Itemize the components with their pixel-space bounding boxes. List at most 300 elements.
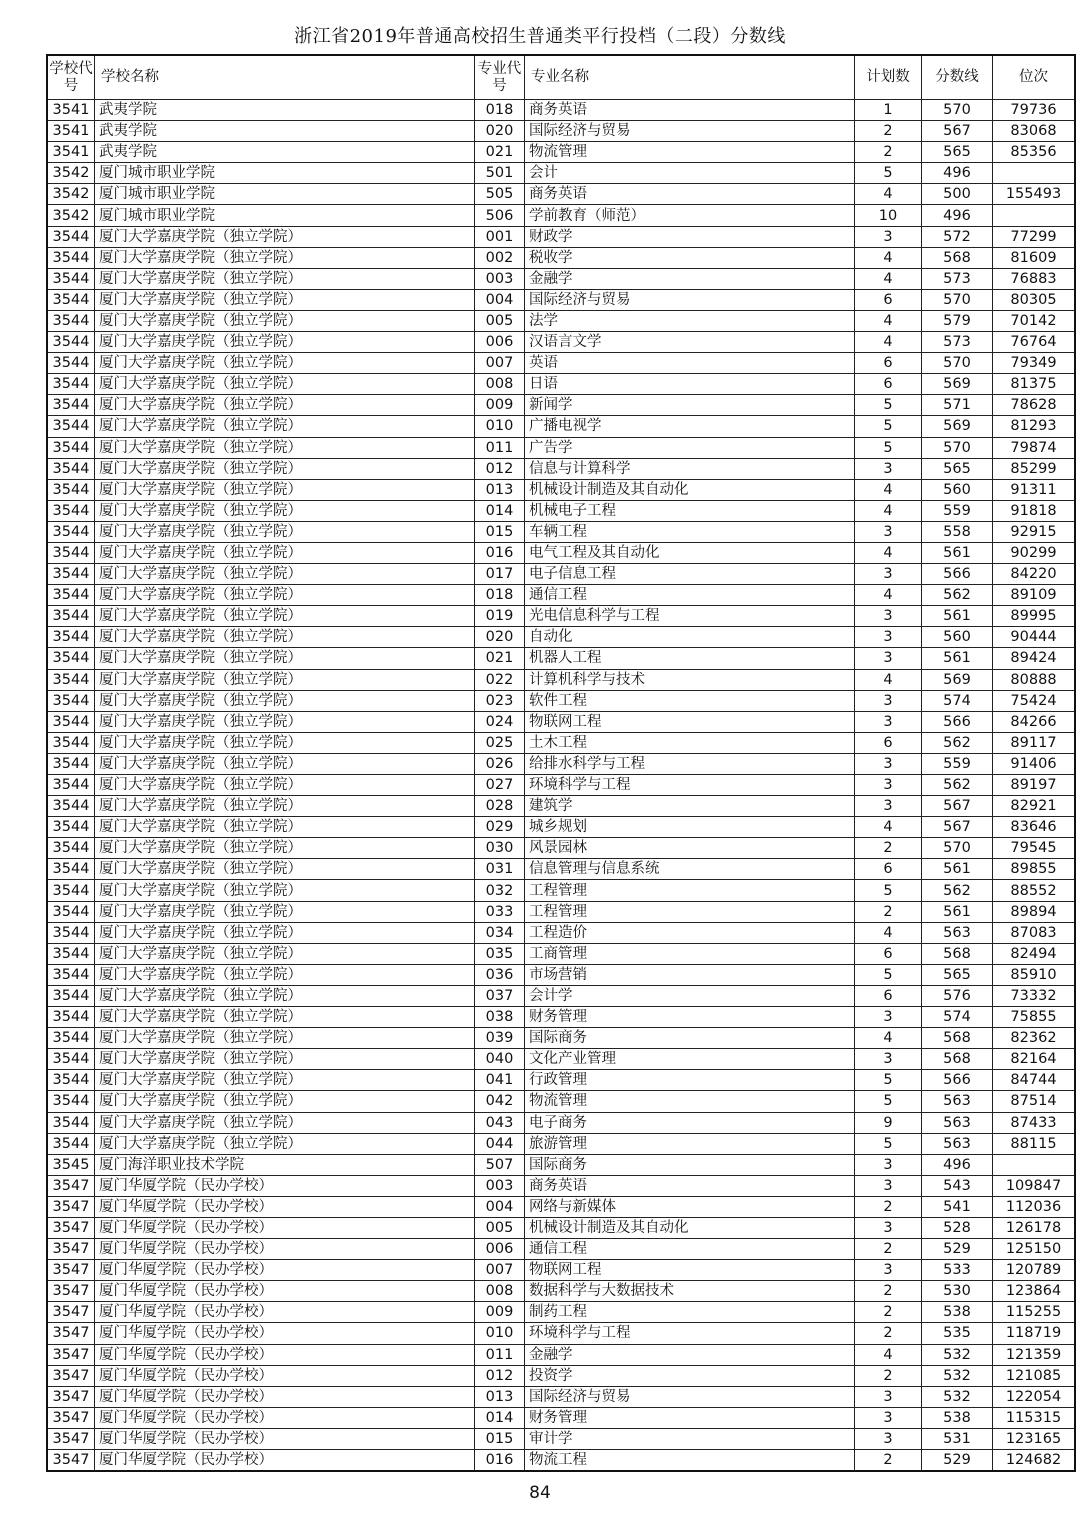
cell-major-code: 036 bbox=[475, 964, 525, 985]
table-row bbox=[47, 247, 1075, 268]
cell-rank: 88552 bbox=[993, 880, 1076, 901]
cell-score: 573 bbox=[922, 268, 993, 289]
cell-rank: 90299 bbox=[993, 542, 1076, 563]
cell-major-name: 制药工程 bbox=[525, 1302, 855, 1323]
cell-plan: 3 bbox=[855, 1407, 922, 1428]
table-row bbox=[47, 1007, 1075, 1028]
cell-score: 561 bbox=[922, 606, 993, 627]
cell-major-code: 033 bbox=[475, 901, 525, 922]
cell-school-code: 3542 bbox=[47, 205, 95, 226]
cell-major-name: 工程管理 bbox=[525, 901, 855, 922]
cell-school-code: 3544 bbox=[47, 395, 95, 416]
cell-score: 570 bbox=[922, 289, 993, 310]
cell-major-code: 007 bbox=[475, 353, 525, 374]
cell-rank: 123165 bbox=[993, 1428, 1076, 1449]
cell-plan: 4 bbox=[855, 922, 922, 943]
cell-rank: 123864 bbox=[993, 1281, 1076, 1302]
cell-school-name: 厦门大学嘉庚学院（独立学院） bbox=[95, 500, 475, 521]
table-row bbox=[47, 1344, 1075, 1365]
cell-rank bbox=[993, 1154, 1076, 1175]
cell-plan: 5 bbox=[855, 416, 922, 437]
cell-major-code: 005 bbox=[475, 1217, 525, 1238]
cell-major-name: 物流管理 bbox=[525, 142, 855, 163]
table-row bbox=[47, 1260, 1075, 1281]
cell-score: 566 bbox=[922, 1070, 993, 1091]
cell-rank: 89424 bbox=[993, 648, 1076, 669]
cell-score: 569 bbox=[922, 669, 993, 690]
cell-rank: 79545 bbox=[993, 838, 1076, 859]
cell-major-name: 税收学 bbox=[525, 247, 855, 268]
cell-school-code: 3544 bbox=[47, 310, 95, 331]
cell-score: 566 bbox=[922, 564, 993, 585]
cell-school-code: 3544 bbox=[47, 374, 95, 395]
cell-major-code: 006 bbox=[475, 1239, 525, 1260]
cell-score: 543 bbox=[922, 1175, 993, 1196]
cell-rank: 124682 bbox=[993, 1450, 1076, 1472]
cell-plan: 4 bbox=[855, 500, 922, 521]
cell-plan: 4 bbox=[855, 669, 922, 690]
cell-school-name: 厦门大学嘉庚学院（独立学院） bbox=[95, 268, 475, 289]
cell-plan: 4 bbox=[855, 184, 922, 205]
cell-major-code: 003 bbox=[475, 268, 525, 289]
cell-major-name: 学前教育（师范） bbox=[525, 205, 855, 226]
cell-score: 570 bbox=[922, 100, 993, 121]
table-row bbox=[47, 163, 1075, 184]
table-row bbox=[47, 1323, 1075, 1344]
cell-major-code: 040 bbox=[475, 1049, 525, 1070]
table-row bbox=[47, 374, 1075, 395]
cell-school-name: 厦门大学嘉庚学院（独立学院） bbox=[95, 753, 475, 774]
cell-score: 559 bbox=[922, 500, 993, 521]
cell-major-name: 法学 bbox=[525, 310, 855, 331]
cell-major-code: 009 bbox=[475, 1302, 525, 1323]
table-row bbox=[47, 1091, 1075, 1112]
cell-rank: 126178 bbox=[993, 1217, 1076, 1238]
table-row bbox=[47, 437, 1075, 458]
cell-score: 568 bbox=[922, 1028, 993, 1049]
cell-major-name: 工商管理 bbox=[525, 943, 855, 964]
cell-school-code: 3544 bbox=[47, 648, 95, 669]
table-row bbox=[47, 479, 1075, 500]
cell-rank: 79736 bbox=[993, 100, 1076, 121]
cell-rank: 88115 bbox=[993, 1133, 1076, 1154]
cell-major-name: 国际经济与贸易 bbox=[525, 1386, 855, 1407]
cell-rank: 89894 bbox=[993, 901, 1076, 922]
cell-major-code: 034 bbox=[475, 922, 525, 943]
cell-school-code: 3544 bbox=[47, 753, 95, 774]
table-row bbox=[47, 1028, 1075, 1049]
cell-school-code: 3544 bbox=[47, 247, 95, 268]
cell-school-name: 厦门华厦学院（民办学校） bbox=[95, 1428, 475, 1449]
cell-school-name: 厦门华厦学院（民办学校） bbox=[95, 1450, 475, 1472]
cell-rank: 82362 bbox=[993, 1028, 1076, 1049]
table-row bbox=[47, 121, 1075, 142]
cell-school-name: 厦门大学嘉庚学院（独立学院） bbox=[95, 353, 475, 374]
cell-plan: 6 bbox=[855, 859, 922, 880]
cell-major-name: 国际商务 bbox=[525, 1154, 855, 1175]
cell-score: 563 bbox=[922, 922, 993, 943]
cell-school-name: 厦门大学嘉庚学院（独立学院） bbox=[95, 332, 475, 353]
cell-major-code: 019 bbox=[475, 606, 525, 627]
table-row bbox=[47, 901, 1075, 922]
cell-plan: 4 bbox=[855, 585, 922, 606]
cell-major-name: 英语 bbox=[525, 353, 855, 374]
cell-plan: 2 bbox=[855, 1365, 922, 1386]
cell-score: 567 bbox=[922, 796, 993, 817]
cell-major-code: 022 bbox=[475, 669, 525, 690]
cell-plan: 3 bbox=[855, 458, 922, 479]
cell-plan: 3 bbox=[855, 521, 922, 542]
cell-rank: 75855 bbox=[993, 1007, 1076, 1028]
cell-plan: 4 bbox=[855, 542, 922, 563]
cell-major-name: 机械设计制造及其自动化 bbox=[525, 1217, 855, 1238]
cell-major-name: 城乡规划 bbox=[525, 817, 855, 838]
cell-major-code: 018 bbox=[475, 100, 525, 121]
cell-school-name: 厦门大学嘉庚学院（独立学院） bbox=[95, 880, 475, 901]
cell-major-name: 风景园林 bbox=[525, 838, 855, 859]
table-row bbox=[47, 943, 1075, 964]
cell-major-name: 物联网工程 bbox=[525, 1260, 855, 1281]
cell-major-code: 010 bbox=[475, 416, 525, 437]
cell-plan: 3 bbox=[855, 1154, 922, 1175]
cell-plan: 2 bbox=[855, 1239, 922, 1260]
cell-score: 570 bbox=[922, 838, 993, 859]
cell-plan: 6 bbox=[855, 374, 922, 395]
cell-major-code: 506 bbox=[475, 205, 525, 226]
table-row bbox=[47, 880, 1075, 901]
cell-major-name: 机械设计制造及其自动化 bbox=[525, 479, 855, 500]
cell-major-name: 商务英语 bbox=[525, 184, 855, 205]
table-row bbox=[47, 310, 1075, 331]
cell-rank: 83646 bbox=[993, 817, 1076, 838]
header-major-code: 专业代号 bbox=[475, 55, 525, 100]
cell-major-code: 505 bbox=[475, 184, 525, 205]
cell-rank: 84266 bbox=[993, 711, 1076, 732]
table-row bbox=[47, 395, 1075, 416]
cell-major-code: 023 bbox=[475, 690, 525, 711]
cell-major-code: 507 bbox=[475, 1154, 525, 1175]
cell-plan: 6 bbox=[855, 353, 922, 374]
cell-major-code: 015 bbox=[475, 1428, 525, 1449]
cell-rank: 91311 bbox=[993, 479, 1076, 500]
cell-major-code: 011 bbox=[475, 1344, 525, 1365]
cell-school-code: 3544 bbox=[47, 1007, 95, 1028]
header-plan: 计划数 bbox=[855, 55, 922, 100]
cell-school-code: 3547 bbox=[47, 1239, 95, 1260]
cell-school-code: 3544 bbox=[47, 669, 95, 690]
cell-major-name: 通信工程 bbox=[525, 585, 855, 606]
cell-major-name: 软件工程 bbox=[525, 690, 855, 711]
cell-plan: 3 bbox=[855, 564, 922, 585]
table-row bbox=[47, 1133, 1075, 1154]
cell-rank: 125150 bbox=[993, 1239, 1076, 1260]
cell-plan: 6 bbox=[855, 289, 922, 310]
table-row bbox=[47, 1070, 1075, 1091]
cell-score: 573 bbox=[922, 332, 993, 353]
cell-school-code: 3542 bbox=[47, 163, 95, 184]
cell-score: 528 bbox=[922, 1217, 993, 1238]
table-row bbox=[47, 1302, 1075, 1323]
cell-rank: 82164 bbox=[993, 1049, 1076, 1070]
cell-rank: 70142 bbox=[993, 310, 1076, 331]
cell-score: 532 bbox=[922, 1386, 993, 1407]
cell-rank bbox=[993, 205, 1076, 226]
cell-major-code: 015 bbox=[475, 521, 525, 542]
cell-rank: 120789 bbox=[993, 1260, 1076, 1281]
cell-rank: 87433 bbox=[993, 1112, 1076, 1133]
cell-score: 535 bbox=[922, 1323, 993, 1344]
cell-plan: 4 bbox=[855, 268, 922, 289]
table-row bbox=[47, 100, 1075, 121]
cell-school-code: 3544 bbox=[47, 627, 95, 648]
cell-plan: 2 bbox=[855, 1450, 922, 1472]
cell-major-code: 012 bbox=[475, 1365, 525, 1386]
cell-score: 572 bbox=[922, 226, 993, 247]
cell-school-code: 3547 bbox=[47, 1281, 95, 1302]
cell-major-code: 021 bbox=[475, 648, 525, 669]
cell-rank: 89109 bbox=[993, 585, 1076, 606]
cell-score: 569 bbox=[922, 416, 993, 437]
table-row bbox=[47, 817, 1075, 838]
cell-score: 529 bbox=[922, 1450, 993, 1472]
cell-score: 563 bbox=[922, 1133, 993, 1154]
cell-score: 561 bbox=[922, 859, 993, 880]
cell-school-code: 3544 bbox=[47, 416, 95, 437]
table-row bbox=[47, 1407, 1075, 1428]
cell-school-code: 3547 bbox=[47, 1302, 95, 1323]
cell-score: 559 bbox=[922, 753, 993, 774]
table-row bbox=[47, 732, 1075, 753]
cell-major-name: 投资学 bbox=[525, 1365, 855, 1386]
table-row bbox=[47, 458, 1075, 479]
cell-score: 566 bbox=[922, 711, 993, 732]
table-header-row bbox=[47, 55, 1075, 100]
cell-school-name: 厦门华厦学院（民办学校） bbox=[95, 1217, 475, 1238]
cell-plan: 2 bbox=[855, 1323, 922, 1344]
table-row bbox=[47, 542, 1075, 563]
table-row bbox=[47, 1386, 1075, 1407]
cell-score: 574 bbox=[922, 1007, 993, 1028]
cell-major-code: 014 bbox=[475, 1407, 525, 1428]
cell-school-name: 厦门华厦学院（民办学校） bbox=[95, 1323, 475, 1344]
cell-score: 576 bbox=[922, 985, 993, 1006]
cell-school-code: 3544 bbox=[47, 711, 95, 732]
table-row bbox=[47, 184, 1075, 205]
cell-score: 569 bbox=[922, 374, 993, 395]
cell-school-name: 厦门大学嘉庚学院（独立学院） bbox=[95, 690, 475, 711]
cell-score: 574 bbox=[922, 690, 993, 711]
table-row bbox=[47, 1112, 1075, 1133]
cell-school-code: 3544 bbox=[47, 817, 95, 838]
score-table bbox=[46, 54, 1076, 1472]
cell-rank: 115315 bbox=[993, 1407, 1076, 1428]
cell-score: 533 bbox=[922, 1260, 993, 1281]
cell-rank: 91406 bbox=[993, 753, 1076, 774]
table-row bbox=[47, 205, 1075, 226]
cell-major-name: 商务英语 bbox=[525, 100, 855, 121]
cell-rank: 73332 bbox=[993, 985, 1076, 1006]
cell-score: 562 bbox=[922, 585, 993, 606]
cell-rank: 84744 bbox=[993, 1070, 1076, 1091]
cell-major-code: 004 bbox=[475, 1196, 525, 1217]
cell-score: 496 bbox=[922, 205, 993, 226]
cell-rank: 75424 bbox=[993, 690, 1076, 711]
cell-plan: 3 bbox=[855, 1428, 922, 1449]
table-row bbox=[47, 690, 1075, 711]
cell-major-name: 车辆工程 bbox=[525, 521, 855, 542]
cell-plan: 9 bbox=[855, 1112, 922, 1133]
cell-major-code: 032 bbox=[475, 880, 525, 901]
cell-major-code: 017 bbox=[475, 564, 525, 585]
cell-rank: 76883 bbox=[993, 268, 1076, 289]
cell-plan: 3 bbox=[855, 648, 922, 669]
cell-school-code: 3544 bbox=[47, 606, 95, 627]
cell-score: 541 bbox=[922, 1196, 993, 1217]
table-row bbox=[47, 289, 1075, 310]
cell-plan: 6 bbox=[855, 985, 922, 1006]
cell-major-name: 网络与新媒体 bbox=[525, 1196, 855, 1217]
cell-school-code: 3542 bbox=[47, 184, 95, 205]
cell-school-name: 厦门城市职业学院 bbox=[95, 205, 475, 226]
cell-plan: 2 bbox=[855, 121, 922, 142]
cell-major-code: 031 bbox=[475, 859, 525, 880]
cell-plan: 2 bbox=[855, 838, 922, 859]
cell-school-code: 3544 bbox=[47, 332, 95, 353]
cell-school-name: 厦门大学嘉庚学院（独立学院） bbox=[95, 796, 475, 817]
cell-major-name: 新闻学 bbox=[525, 395, 855, 416]
cell-major-name: 机械电子工程 bbox=[525, 500, 855, 521]
cell-school-name: 厦门华厦学院（民办学校） bbox=[95, 1344, 475, 1365]
cell-school-name: 厦门大学嘉庚学院（独立学院） bbox=[95, 247, 475, 268]
cell-school-code: 3547 bbox=[47, 1344, 95, 1365]
cell-school-name: 厦门大学嘉庚学院（独立学院） bbox=[95, 1007, 475, 1028]
cell-school-code: 3544 bbox=[47, 964, 95, 985]
cell-school-code: 3544 bbox=[47, 479, 95, 500]
cell-score: 532 bbox=[922, 1344, 993, 1365]
cell-school-name: 厦门大学嘉庚学院（独立学院） bbox=[95, 479, 475, 500]
cell-rank: 82494 bbox=[993, 943, 1076, 964]
cell-major-name: 通信工程 bbox=[525, 1239, 855, 1260]
table-row bbox=[47, 564, 1075, 585]
cell-school-name: 厦门华厦学院（民办学校） bbox=[95, 1386, 475, 1407]
cell-major-name: 旅游管理 bbox=[525, 1133, 855, 1154]
cell-plan: 5 bbox=[855, 964, 922, 985]
cell-plan: 3 bbox=[855, 1007, 922, 1028]
table-row bbox=[47, 753, 1075, 774]
cell-plan: 3 bbox=[855, 753, 922, 774]
cell-school-name: 武夷学院 bbox=[95, 142, 475, 163]
cell-school-code: 3547 bbox=[47, 1260, 95, 1281]
cell-school-code: 3547 bbox=[47, 1386, 95, 1407]
cell-major-code: 027 bbox=[475, 775, 525, 796]
cell-school-code: 3547 bbox=[47, 1196, 95, 1217]
cell-score: 579 bbox=[922, 310, 993, 331]
cell-score: 567 bbox=[922, 817, 993, 838]
cell-rank: 89855 bbox=[993, 859, 1076, 880]
header-rank: 位次 bbox=[993, 55, 1076, 100]
cell-plan: 3 bbox=[855, 1175, 922, 1196]
cell-score: 570 bbox=[922, 353, 993, 374]
page-title: 浙江省2019年普通高校招生普通类平行投档（二段）分数线 bbox=[294, 26, 786, 47]
cell-major-name: 机器人工程 bbox=[525, 648, 855, 669]
cell-major-code: 003 bbox=[475, 1175, 525, 1196]
cell-school-code: 3547 bbox=[47, 1175, 95, 1196]
header-school-code: 学校代号 bbox=[47, 55, 95, 100]
cell-score: 565 bbox=[922, 142, 993, 163]
cell-school-name: 厦门大学嘉庚学院（独立学院） bbox=[95, 775, 475, 796]
cell-plan: 5 bbox=[855, 1091, 922, 1112]
cell-major-name: 国际经济与贸易 bbox=[525, 121, 855, 142]
cell-score: 530 bbox=[922, 1281, 993, 1302]
cell-school-name: 厦门大学嘉庚学院（独立学院） bbox=[95, 711, 475, 732]
cell-school-code: 3544 bbox=[47, 732, 95, 753]
table-row bbox=[47, 500, 1075, 521]
cell-major-code: 043 bbox=[475, 1112, 525, 1133]
cell-score: 568 bbox=[922, 247, 993, 268]
table-row bbox=[47, 585, 1075, 606]
table-row bbox=[47, 268, 1075, 289]
cell-plan: 4 bbox=[855, 817, 922, 838]
cell-score: 565 bbox=[922, 964, 993, 985]
cell-school-name: 厦门海洋职业技术学院 bbox=[95, 1154, 475, 1175]
cell-rank: 92915 bbox=[993, 521, 1076, 542]
cell-major-name: 电子商务 bbox=[525, 1112, 855, 1133]
cell-school-code: 3544 bbox=[47, 690, 95, 711]
cell-major-code: 035 bbox=[475, 943, 525, 964]
cell-school-name: 厦门大学嘉庚学院（独立学院） bbox=[95, 521, 475, 542]
cell-major-code: 041 bbox=[475, 1070, 525, 1091]
cell-plan: 10 bbox=[855, 205, 922, 226]
cell-plan: 2 bbox=[855, 1196, 922, 1217]
cell-school-name: 厦门大学嘉庚学院（独立学院） bbox=[95, 1133, 475, 1154]
cell-plan: 2 bbox=[855, 142, 922, 163]
cell-school-code: 3544 bbox=[47, 458, 95, 479]
cell-rank: 78628 bbox=[993, 395, 1076, 416]
cell-school-code: 3544 bbox=[47, 268, 95, 289]
cell-school-name: 厦门大学嘉庚学院（独立学院） bbox=[95, 1112, 475, 1133]
cell-major-name: 电子信息工程 bbox=[525, 564, 855, 585]
cell-school-name: 厦门大学嘉庚学院（独立学院） bbox=[95, 817, 475, 838]
cell-score: 568 bbox=[922, 1049, 993, 1070]
cell-major-name: 审计学 bbox=[525, 1428, 855, 1449]
cell-school-code: 3544 bbox=[47, 1070, 95, 1091]
cell-school-code: 3544 bbox=[47, 1028, 95, 1049]
table-row bbox=[47, 985, 1075, 1006]
cell-major-code: 044 bbox=[475, 1133, 525, 1154]
cell-school-code: 3544 bbox=[47, 585, 95, 606]
cell-major-code: 024 bbox=[475, 711, 525, 732]
table-row bbox=[47, 606, 1075, 627]
cell-plan: 4 bbox=[855, 479, 922, 500]
table-row bbox=[47, 838, 1075, 859]
cell-major-code: 004 bbox=[475, 289, 525, 310]
cell-major-code: 020 bbox=[475, 627, 525, 648]
cell-school-name: 厦门华厦学院（民办学校） bbox=[95, 1239, 475, 1260]
cell-major-name: 建筑学 bbox=[525, 796, 855, 817]
cell-plan: 3 bbox=[855, 1386, 922, 1407]
cell-school-name: 厦门大学嘉庚学院（独立学院） bbox=[95, 458, 475, 479]
table-row bbox=[47, 1217, 1075, 1238]
cell-plan: 5 bbox=[855, 1133, 922, 1154]
cell-major-code: 028 bbox=[475, 796, 525, 817]
cell-school-code: 3547 bbox=[47, 1365, 95, 1386]
table-row bbox=[47, 648, 1075, 669]
cell-school-name: 武夷学院 bbox=[95, 121, 475, 142]
cell-score: 562 bbox=[922, 880, 993, 901]
cell-school-code: 3541 bbox=[47, 121, 95, 142]
table-row bbox=[47, 669, 1075, 690]
table-row bbox=[47, 416, 1075, 437]
